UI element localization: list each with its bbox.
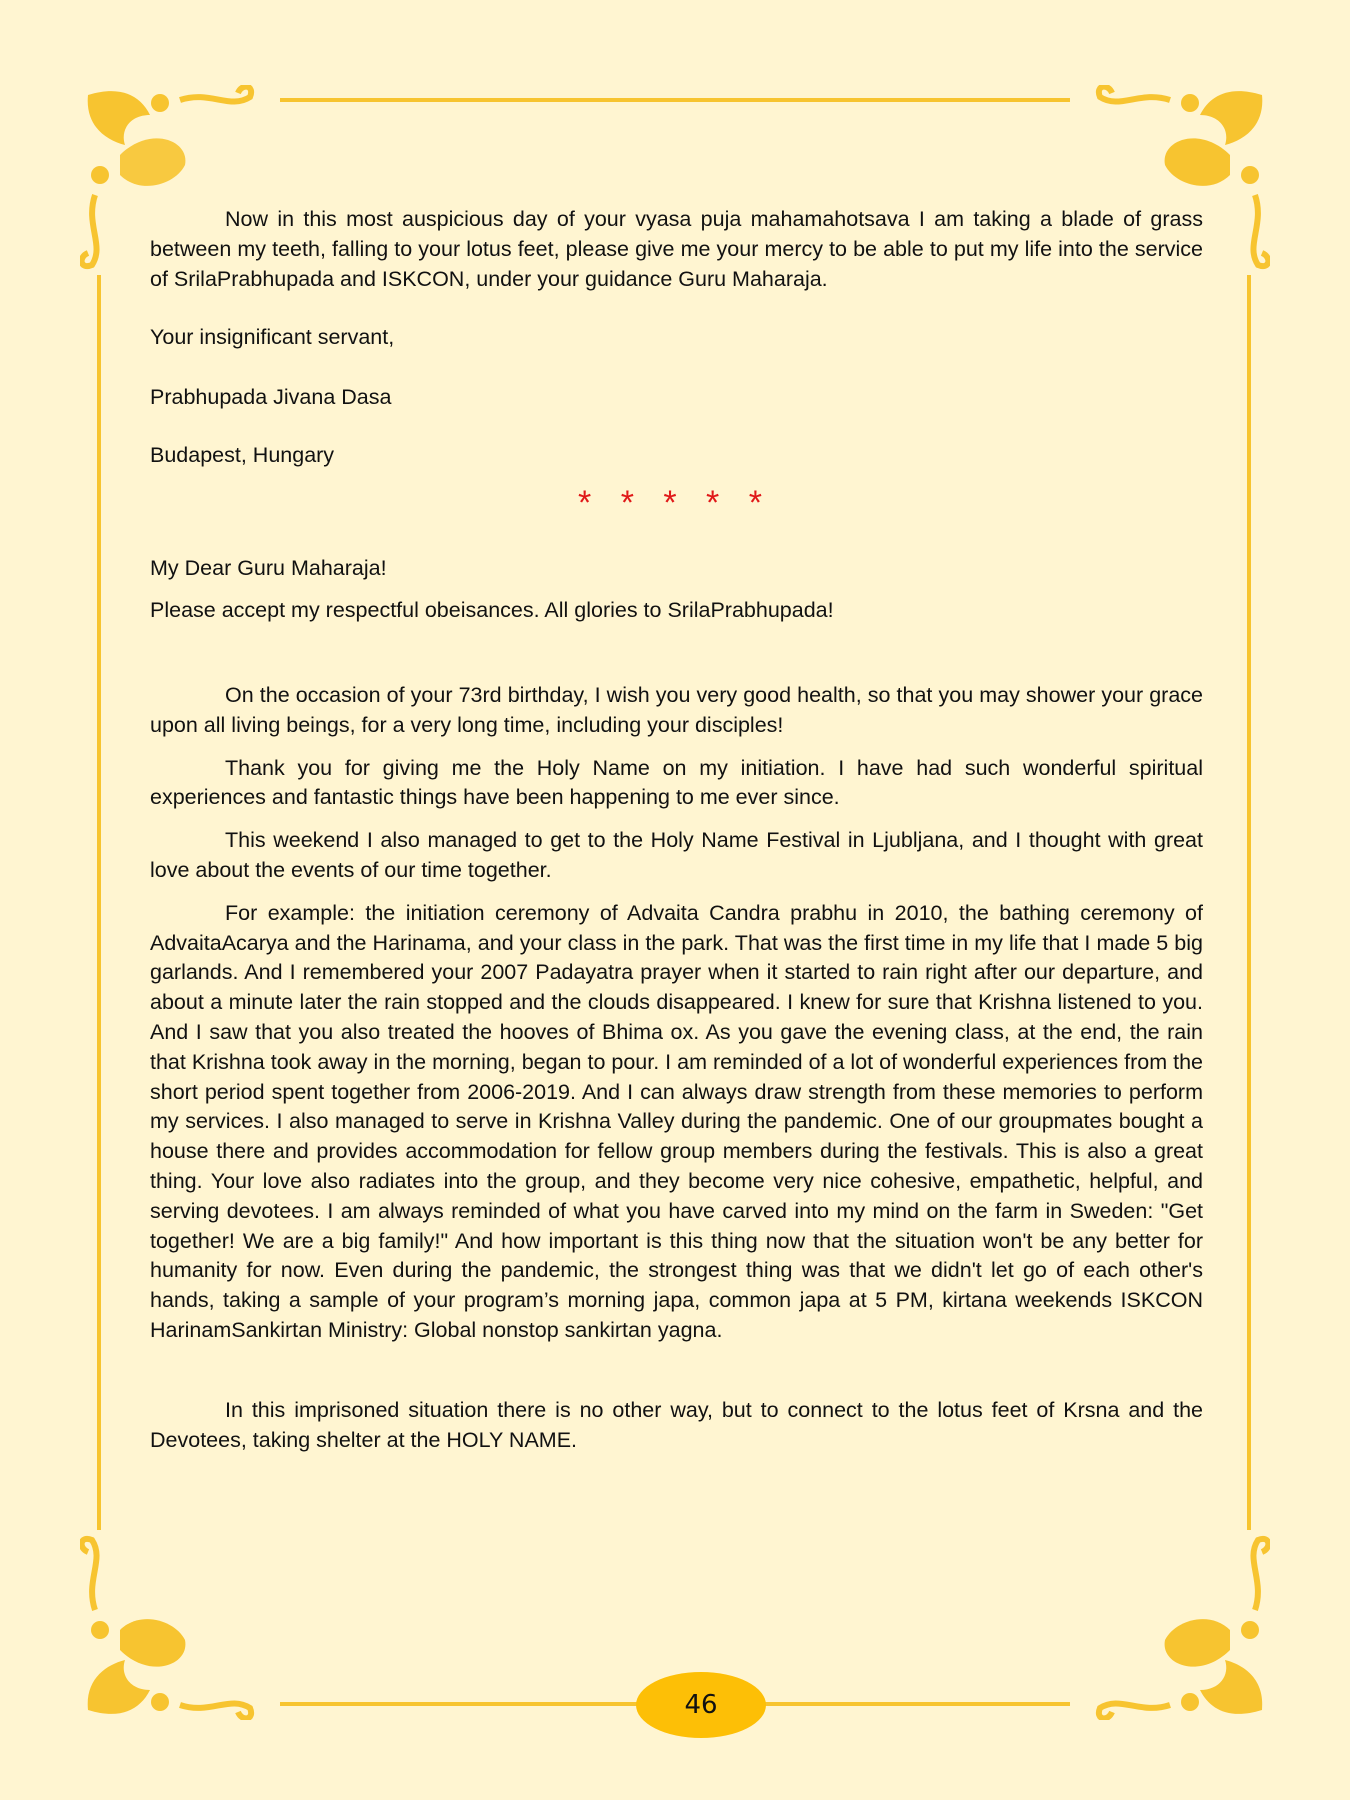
border-right — [1247, 275, 1251, 1530]
corner-ornament-bottom-right — [1070, 1520, 1270, 1720]
salutation: My Dear Guru Maharaja! — [150, 556, 387, 580]
paragraph: For example: the initiation ceremony of Advaita Candra prabhu in 2010, the bathing ceremony of AdvaitaAcarya and the Harinama, and your class in the park. That was the first time in my life that I made 5 big garlands. And I remembered your 2007 Padayatra prayer when it started to rain right after our departure, and about a minute later the rain stopped and the clouds disappeared. I knew for sure that Krishna listened to you. And I saw that you also treated the hooves of Bhima ox. As you gave the evening class, at the end, the rain that Krishna took away in the morning, began to pour. I am reminded of a lot of wonderful experiences from the short period spent together from 2006-2019. And I can always draw strength from these memories to perform my services. I also managed to serve in Krishna Valley during the pandemic. One of our groupmates bought a house there and provides accommodation for fellow group members during the festivals. This is also a great thing. Your love also radiates into the group, and they become very nice cohesive, empathetic, helpful, and serving devotees. I am always reminded of what you have carved into my mind on the farm in Sweden: "Get together! We are a big family!" And how important is this thing now that the situation won't be any better for humanity for now. Even during the pandemic, the strongest thing was that we didn't let go of each other's hands, taking a sample of your program’s morning japa, common japa at 5 PM, kirtana weekends ISKCON HarinamSankirtan Ministry: Global nonstop sankirtan yagna. — [150, 900, 1203, 1342]
corner-ornament-bottom-left — [80, 1520, 280, 1720]
signature: Prabhupada Jivana Dasa — [150, 385, 392, 409]
greeting: Please accept my respectful obeisances. All glories to SrilaPrabhupada! — [150, 598, 834, 622]
paragraph: Thank you for giving me the Holy Name on my initiation. I have had such wonderful spiritual experiences and fantastic things have been happening to me ever since. — [150, 755, 1203, 810]
letter-ending — [150, 205, 1203, 294]
paragraph: On the occasion of your 73rd birthday, I wish you very good health, so that you may shower your grace upon all living beings, for a very long time, including your disciples! — [150, 683, 1203, 737]
closing: Your insignificant servant, — [150, 325, 395, 349]
page-number: 46 — [684, 1690, 718, 1720]
paragraph: This weekend I also managed to get to the Holy Name Festival in Ljubljana, and I thought with great love about the events of our time together. — [150, 828, 1203, 882]
paragraph: In this imprisoned situation there is no other way, but to connect to the lotus feet of Krsna and the Devotees, taking shelter at the HOLY NAME. — [150, 1397, 1203, 1452]
location: Budapest, Hungary — [150, 443, 335, 467]
border-top — [280, 98, 1070, 102]
separator-stars: * * * * * — [578, 484, 772, 522]
border-left — [97, 275, 101, 1530]
letter-body — [150, 681, 1203, 1455]
page-number-badge — [636, 1672, 766, 1738]
paragraph: Now in this most auspicious day of your vyasa puja mahamahotsava I am taking a blade of grass between my teeth, falling to your lotus feet, please give me your mercy to be able to put my life into the service of SrilaPrabhupada and ISKCON, under your guidance Guru Maharaja. — [150, 207, 1203, 291]
